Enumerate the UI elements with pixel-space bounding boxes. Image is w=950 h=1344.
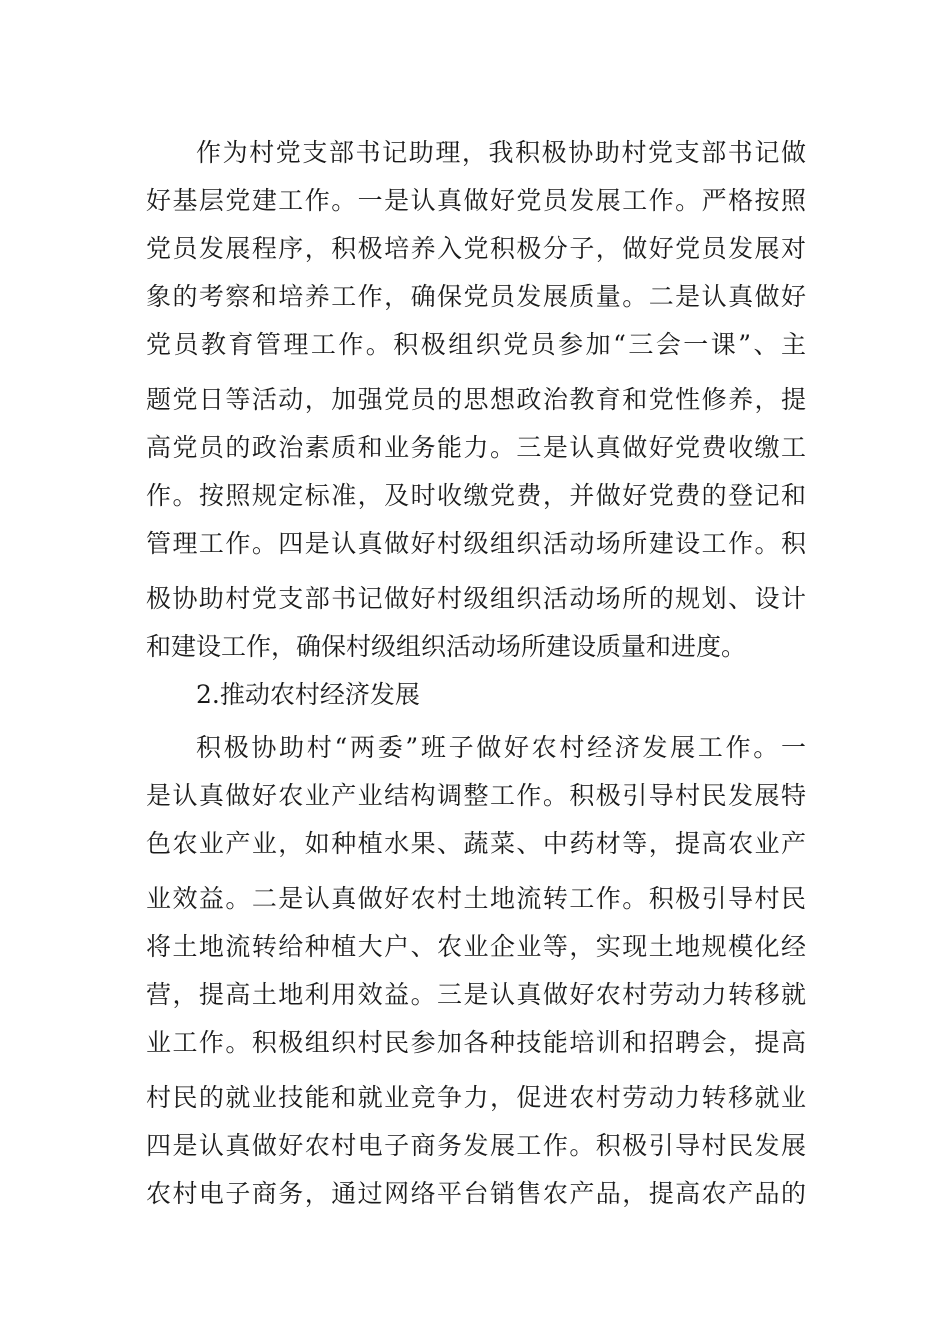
paragraph2-line-5: 将土地流转给种植大户、农业企业等，实现土地规模化经	[146, 932, 806, 961]
paragraph2-line-3: 色农业产业，如种植水果、蔬菜、中药材等，提高农业产	[146, 829, 806, 858]
paragraph2-line-7: 业工作。积极组织村民参加各种技能培训和招聘会，提高	[146, 1028, 806, 1057]
paragraph2-line-6: 营，提高土地利用效益。三是认真做好农村劳动力转移就	[146, 980, 806, 1009]
paragraph1-line-9: 管理工作。四是认真做好村级组织活动场所建设工作。积	[146, 529, 806, 558]
paragraph1-line-8: 作。按照规定标准，及时收缴党费，并做好党费的登记和	[146, 481, 806, 510]
paragraph2-line-9: 四是认真做好农村电子商务发展工作。积极引导村民发展	[146, 1131, 806, 1160]
paragraph1-line-11: 和建设工作，确保村级组织活动场所建设质量和进度。	[146, 632, 747, 661]
paragraph1-line-2: 好基层党建工作。一是认真做好党员发展工作。严格按照	[146, 186, 806, 215]
paragraph1-line-5: 党员教育管理工作。积极组织党员参加“三会一课”、主	[146, 330, 806, 359]
paragraph2-line-8: 村民的就业技能和就业竞争力，促进农村劳动力转移就业	[146, 1083, 806, 1112]
paragraph1-line-7: 高党员的政治素质和业务能力。三是认真做好党费收缴工	[146, 433, 806, 462]
paragraph2-line-2: 是认真做好农业产业结构调整工作。积极引导村民发展特	[146, 781, 806, 810]
paragraph1-line-3: 党员发展程序，积极培养入党积极分子，做好党员发展对	[146, 234, 806, 263]
section-heading: 2.推动农村经济发展	[196, 680, 420, 709]
paragraph1-line-1: 作为村党支部书记助理，我积极协助村党支部书记做	[196, 138, 806, 167]
paragraph2-line-1: 积极协助村“两委”班子做好农村经济发展工作。一	[196, 733, 806, 762]
paragraph2-line-10: 农村电子商务，通过网络平台销售农产品，提高农产品的	[146, 1179, 806, 1208]
paragraph1-line-6: 题党日等活动，加强党员的思想政治教育和党性修养，提	[146, 385, 806, 414]
paragraph1-line-4: 象的考察和培养工作，确保党员发展质量。二是认真做好	[146, 282, 806, 311]
paragraph2-line-4: 业效益。二是认真做好农村土地流转工作。积极引导村民	[146, 884, 806, 913]
paragraph1-line-10: 极协助村党支部书记做好村级组织活动场所的规划、设计	[146, 584, 806, 613]
